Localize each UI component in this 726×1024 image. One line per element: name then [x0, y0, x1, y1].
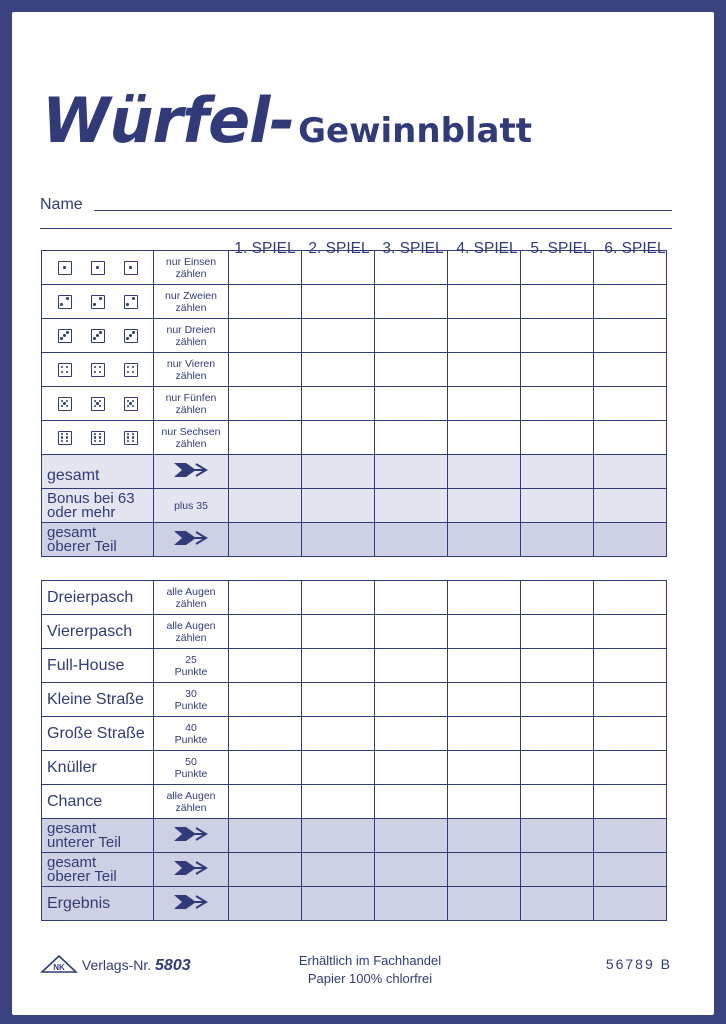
dice-3-score-spiel-5[interactable] — [521, 319, 594, 353]
dice-5-score-spiel-2[interactable] — [302, 387, 375, 421]
gesamt-label-cell — [42, 455, 154, 489]
lower-3-score-spiel-5[interactable] — [521, 649, 594, 683]
double-arrow-icon — [172, 529, 210, 547]
lower-label-cell — [42, 717, 154, 751]
ergebnis-score-spiel-6[interactable] — [594, 887, 667, 921]
lower-label: Chance — [47, 792, 103, 810]
dice-hint-line-2: zählen — [175, 403, 207, 416]
verlag-label: Verlags-Nr. — [81, 957, 152, 973]
row-dice-3 — [42, 319, 667, 353]
double-arrow-icon — [172, 859, 210, 877]
die-2-icon — [124, 295, 138, 309]
lower-hint-line-1: 50 — [185, 755, 197, 768]
row-lower-6 — [42, 751, 667, 785]
dice-4-score-spiel-6[interactable] — [594, 353, 667, 387]
lower-1-score-spiel-4[interactable] — [448, 581, 521, 615]
dice-1-score-spiel-4[interactable] — [448, 251, 521, 285]
gesamt-oberer-lower-score-spiel-2[interactable] — [302, 853, 375, 887]
dice-5-score-spiel-1[interactable] — [229, 387, 302, 421]
dice-label — [42, 421, 154, 455]
gesamt-unterer-label-line-2: unterer Teil — [47, 833, 121, 851]
bonus-score-spiel-1[interactable] — [229, 489, 302, 523]
ergebnis-score-spiel-3[interactable] — [375, 887, 448, 921]
availability-note — [270, 952, 470, 988]
lower-label: Viererpasch — [47, 622, 133, 640]
row-dice-5 — [42, 387, 667, 421]
product-code: 56789 B — [605, 956, 672, 972]
lower-1-score-spiel-6[interactable] — [594, 581, 667, 615]
column-header-6: 6. SPIEL — [604, 240, 666, 257]
dice-hint-line-1: nur Einsen — [165, 255, 217, 268]
lower-4-score-spiel-3[interactable] — [375, 683, 448, 717]
dice-hint-line-1: nur Vieren — [166, 357, 216, 370]
dice-4-score-spiel-5[interactable] — [521, 353, 594, 387]
name-label: Name — [40, 196, 83, 213]
die-1-icon — [124, 261, 138, 275]
row-dice-6 — [42, 421, 667, 455]
row-ergebnis — [42, 887, 667, 921]
gesamt-score-spiel-3[interactable] — [375, 455, 448, 489]
dice-4-score-spiel-1[interactable] — [229, 353, 302, 387]
lower-hint — [154, 751, 229, 785]
lower-7-score-spiel-6[interactable] — [594, 785, 667, 819]
gesamt-score-spiel-1[interactable] — [229, 455, 302, 489]
double-arrow-icon — [172, 461, 210, 479]
title-main: Würfel- — [42, 84, 295, 157]
lower-hint — [154, 785, 229, 819]
bonus-hint: plus 35 — [154, 489, 229, 523]
gesamt-unterer-label-line-1: gesamt — [47, 819, 97, 837]
dice-6-score-spiel-6[interactable] — [594, 421, 667, 455]
dice-6-score-spiel-5[interactable] — [521, 421, 594, 455]
die-4-icon — [91, 363, 105, 377]
ergebnis-score-spiel-1[interactable] — [229, 887, 302, 921]
lower-6-score-spiel-2[interactable] — [302, 751, 375, 785]
dice-hint-line-1: nur Fünfen — [165, 391, 217, 404]
dice-4-score-spiel-3[interactable] — [375, 353, 448, 387]
dice-hint — [154, 387, 229, 421]
row-gesamt-unterer — [42, 819, 667, 853]
arrow-cell — [154, 455, 229, 489]
gesamt-unterer-score-spiel-5[interactable] — [521, 819, 594, 853]
die-1-icon — [91, 261, 105, 275]
dice-5-score-spiel-3[interactable] — [375, 387, 448, 421]
lower-4-score-spiel-4[interactable] — [448, 683, 521, 717]
lower-label: Full-House — [47, 656, 125, 674]
column-header-5: 5. SPIEL — [530, 240, 592, 257]
gesamt-label: gesamt — [47, 466, 100, 484]
bonus-score-spiel-3[interactable] — [375, 489, 448, 523]
die-3-icon — [91, 329, 105, 343]
lower-5-score-spiel-5[interactable] — [521, 717, 594, 751]
dice-1-score-spiel-6[interactable] — [594, 251, 667, 285]
lower-hint — [154, 649, 229, 683]
lower-5-score-spiel-2[interactable] — [302, 717, 375, 751]
gesamt-unterer-score-spiel-2[interactable] — [302, 819, 375, 853]
lower-5-score-spiel-6[interactable] — [594, 717, 667, 751]
lower-hint-line-2: zählen — [175, 801, 207, 814]
die-6-icon — [91, 431, 105, 445]
row-lower-5 — [42, 717, 667, 751]
dice-2-score-spiel-4[interactable] — [448, 285, 521, 319]
die-6-icon — [124, 431, 138, 445]
dice-label — [42, 285, 154, 319]
lower-4-score-spiel-6[interactable] — [594, 683, 667, 717]
lower-1-score-spiel-2[interactable] — [302, 581, 375, 615]
dice-5-score-spiel-5[interactable] — [521, 387, 594, 421]
dice-2-score-spiel-6[interactable] — [594, 285, 667, 319]
dice-hint-line-2: zählen — [175, 267, 207, 280]
die-4-icon — [58, 363, 72, 377]
gesamt-oberer-lower-label-line-1: gesamt — [47, 853, 97, 871]
lower-3-score-spiel-3[interactable] — [375, 649, 448, 683]
arrow-cell — [154, 853, 229, 887]
lower-hint-line-1: alle Augen — [166, 619, 216, 632]
dice-6-score-spiel-3[interactable] — [375, 421, 448, 455]
bonus-label-line-2: oder mehr — [47, 503, 116, 521]
gesamt-oberer-lower-label-line-2: oberer Teil — [47, 867, 117, 885]
lower-hint — [154, 683, 229, 717]
dice-3-score-spiel-2[interactable] — [302, 319, 375, 353]
arrow-cell — [154, 523, 229, 557]
dice-4-score-spiel-4[interactable] — [448, 353, 521, 387]
note-line-2: Papier 100% chlorfrei — [307, 971, 433, 986]
column-header-2: 2. SPIEL — [308, 240, 370, 257]
dice-2-score-spiel-1[interactable] — [229, 285, 302, 319]
lower-hint-line-2: zählen — [175, 631, 207, 644]
ergebnis-score-spiel-4[interactable] — [448, 887, 521, 921]
gesamt-unterer-score-spiel-6[interactable] — [594, 819, 667, 853]
dice-1-score-spiel-1[interactable] — [229, 251, 302, 285]
double-arrow-icon — [172, 825, 210, 843]
column-header-1: 1. SPIEL — [234, 240, 296, 257]
row-lower-7 — [42, 785, 667, 819]
dice-1-score-spiel-2[interactable] — [302, 251, 375, 285]
lower-hint-line-2: Punkte — [174, 665, 208, 678]
gesamt-oberer-label-line-2: oberer Teil — [47, 537, 117, 555]
gesamt-oberer-score-spiel-3[interactable] — [375, 523, 448, 557]
die-3-icon — [58, 329, 72, 343]
dice-5-score-spiel-4[interactable] — [448, 387, 521, 421]
die-2-icon — [58, 295, 72, 309]
dice-5-score-spiel-6[interactable] — [594, 387, 667, 421]
die-5-icon — [91, 397, 105, 411]
dice-3-score-spiel-1[interactable] — [229, 319, 302, 353]
row-gesamt-oberer — [42, 523, 667, 557]
lower-6-score-spiel-5[interactable] — [521, 751, 594, 785]
lower-hint-line-2: Punkte — [174, 767, 208, 780]
publisher-info — [40, 954, 191, 975]
lower-6-score-spiel-1[interactable] — [229, 751, 302, 785]
gesamt-oberer-label-line-1: gesamt — [47, 523, 97, 541]
bonus-label-line-1: Bonus bei 63 — [47, 489, 135, 507]
lower-1-score-spiel-5[interactable] — [521, 581, 594, 615]
lower-label: Knüller — [47, 758, 97, 776]
lower-2-score-spiel-5[interactable] — [521, 615, 594, 649]
dice-6-score-spiel-1[interactable] — [229, 421, 302, 455]
lower-hint — [154, 581, 229, 615]
dice-label — [42, 319, 154, 353]
dice-3-score-spiel-6[interactable] — [594, 319, 667, 353]
dice-hint-line-2: zählen — [175, 301, 207, 314]
lower-label-cell — [42, 649, 154, 683]
dice-1-score-spiel-5[interactable] — [521, 251, 594, 285]
gesamt-score-spiel-2[interactable] — [302, 455, 375, 489]
double-arrow-icon — [172, 893, 210, 911]
row-gesamt — [42, 455, 667, 489]
gesamt-score-spiel-4[interactable] — [448, 455, 521, 489]
gesamt-score-spiel-6[interactable] — [594, 455, 667, 489]
gesamt-oberer-score-spiel-4[interactable] — [448, 523, 521, 557]
die-5-icon — [58, 397, 72, 411]
gesamt-oberer-lower-score-spiel-3[interactable] — [375, 853, 448, 887]
dice-3-score-spiel-4[interactable] — [448, 319, 521, 353]
note-line-1: Erhältlich im Fachhandel — [298, 953, 442, 968]
arrow-cell — [154, 887, 229, 921]
lower-label: Kleine Straße — [47, 690, 144, 708]
dice-hint-line-1: nur Dreien — [166, 323, 216, 336]
lower-label-cell — [42, 615, 154, 649]
dice-hint-line-2: zählen — [175, 369, 207, 382]
gesamt-oberer-lower-score-spiel-6[interactable] — [594, 853, 667, 887]
dice-2-score-spiel-2[interactable] — [302, 285, 375, 319]
gesamt-oberer-score-spiel-1[interactable] — [229, 523, 302, 557]
logo-text: NK — [53, 963, 65, 972]
lower-6-score-spiel-3[interactable] — [375, 751, 448, 785]
die-4-icon — [124, 363, 138, 377]
gesamt-score-spiel-5[interactable] — [521, 455, 594, 489]
lower-2-score-spiel-3[interactable] — [375, 615, 448, 649]
dice-hint — [154, 285, 229, 319]
ergebnis-label: Ergebnis — [47, 894, 111, 912]
die-2-icon — [91, 295, 105, 309]
lower-hint-line-2: Punkte — [174, 733, 208, 746]
gesamt-oberer-score-spiel-6[interactable] — [594, 523, 667, 557]
lower-3-score-spiel-2[interactable] — [302, 649, 375, 683]
lower-7-score-spiel-1[interactable] — [229, 785, 302, 819]
upper-section-table — [41, 250, 667, 557]
row-gesamt-oberer-lower — [42, 853, 667, 887]
publisher-logo-icon — [40, 954, 78, 974]
lower-label-cell — [42, 751, 154, 785]
die-1-icon — [58, 261, 72, 275]
lower-hint-line-1: alle Augen — [166, 789, 216, 802]
lower-6-score-spiel-6[interactable] — [594, 751, 667, 785]
lower-hint — [154, 615, 229, 649]
lower-5-score-spiel-3[interactable] — [375, 717, 448, 751]
dice-hint-line-1: nur Sechsen — [161, 425, 221, 438]
row-lower-1 — [42, 581, 667, 615]
lower-7-score-spiel-3[interactable] — [375, 785, 448, 819]
lower-2-score-spiel-6[interactable] — [594, 615, 667, 649]
die-5-icon — [124, 397, 138, 411]
gesamt-unterer-label — [42, 819, 154, 853]
name-line[interactable] — [94, 210, 672, 211]
bonus-score-spiel-5[interactable] — [521, 489, 594, 523]
lower-label-cell — [42, 683, 154, 717]
gesamt-unterer-score-spiel-1[interactable] — [229, 819, 302, 853]
dice-label — [42, 387, 154, 421]
column-header-4: 4. SPIEL — [456, 240, 518, 257]
dice-6-score-spiel-2[interactable] — [302, 421, 375, 455]
lower-3-score-spiel-1[interactable] — [229, 649, 302, 683]
dice-hint — [154, 353, 229, 387]
dice-3-score-spiel-3[interactable] — [375, 319, 448, 353]
dice-6-score-spiel-4[interactable] — [448, 421, 521, 455]
bonus-label — [42, 489, 154, 523]
lower-3-score-spiel-6[interactable] — [594, 649, 667, 683]
lower-hint — [154, 717, 229, 751]
divider — [40, 228, 672, 229]
gesamt-oberer-label — [42, 523, 154, 557]
lower-label-cell — [42, 581, 154, 615]
dice-hint — [154, 421, 229, 455]
dice-hint-line-2: zählen — [175, 335, 207, 348]
gesamt-oberer-lower-score-spiel-5[interactable] — [521, 853, 594, 887]
title-sub: Gewinnblatt — [298, 111, 533, 151]
row-lower-3 — [42, 649, 667, 683]
lower-hint-line-1: 40 — [185, 721, 197, 734]
lower-hint-line-1: alle Augen — [166, 585, 216, 598]
lower-label: Dreierpasch — [47, 588, 134, 606]
lower-7-score-spiel-2[interactable] — [302, 785, 375, 819]
column-header-3: 3. SPIEL — [382, 240, 444, 257]
lower-3-score-spiel-4[interactable] — [448, 649, 521, 683]
dice-4-score-spiel-2[interactable] — [302, 353, 375, 387]
bonus-score-spiel-2[interactable] — [302, 489, 375, 523]
row-dice-1 — [42, 251, 667, 285]
dice-2-score-spiel-5[interactable] — [521, 285, 594, 319]
ergebnis-score-spiel-5[interactable] — [521, 887, 594, 921]
gesamt-unterer-score-spiel-3[interactable] — [375, 819, 448, 853]
lower-4-score-spiel-2[interactable] — [302, 683, 375, 717]
verlag-number: 5803 — [155, 957, 191, 974]
bonus-score-spiel-4[interactable] — [448, 489, 521, 523]
gesamt-unterer-score-spiel-4[interactable] — [448, 819, 521, 853]
lower-2-score-spiel-2[interactable] — [302, 615, 375, 649]
lower-5-score-spiel-1[interactable] — [229, 717, 302, 751]
dice-hint — [154, 319, 229, 353]
lower-hint-line-2: zählen — [175, 597, 207, 610]
gesamt-oberer-lower-score-spiel-1[interactable] — [229, 853, 302, 887]
lower-4-score-spiel-5[interactable] — [521, 683, 594, 717]
lower-hint-line-2: Punkte — [174, 699, 208, 712]
name-field[interactable] — [40, 196, 672, 220]
lower-4-score-spiel-1[interactable] — [229, 683, 302, 717]
ergebnis-label-cell — [42, 887, 154, 921]
row-dice-2 — [42, 285, 667, 319]
lower-label: Große Straße — [47, 724, 145, 742]
dice-label — [42, 353, 154, 387]
footer — [40, 950, 672, 990]
row-lower-2 — [42, 615, 667, 649]
dice-hint-line-1: nur Zweien — [165, 289, 217, 302]
lower-7-score-spiel-5[interactable] — [521, 785, 594, 819]
page-title — [42, 84, 532, 157]
lower-7-score-spiel-4[interactable] — [448, 785, 521, 819]
gesamt-oberer-score-spiel-5[interactable] — [521, 523, 594, 557]
lower-5-score-spiel-4[interactable] — [448, 717, 521, 751]
lower-2-score-spiel-1[interactable] — [229, 615, 302, 649]
lower-hint-line-1: 30 — [185, 687, 197, 700]
die-3-icon — [124, 329, 138, 343]
lower-1-score-spiel-1[interactable] — [229, 581, 302, 615]
lower-6-score-spiel-4[interactable] — [448, 751, 521, 785]
lower-label-cell — [42, 785, 154, 819]
dice-hint — [154, 251, 229, 285]
dice-1-score-spiel-3[interactable] — [375, 251, 448, 285]
score-sheet — [12, 12, 714, 1015]
gesamt-oberer-lower-label — [42, 853, 154, 887]
lower-1-score-spiel-3[interactable] — [375, 581, 448, 615]
die-6-icon — [58, 431, 72, 445]
lower-2-score-spiel-4[interactable] — [448, 615, 521, 649]
row-bonus — [42, 489, 667, 523]
ergebnis-score-spiel-2[interactable] — [302, 887, 375, 921]
dice-2-score-spiel-3[interactable] — [375, 285, 448, 319]
arrow-cell — [154, 819, 229, 853]
lower-hint-line-1: 25 — [185, 653, 197, 666]
dice-hint-line-2: zählen — [175, 437, 207, 450]
gesamt-oberer-score-spiel-2[interactable] — [302, 523, 375, 557]
lower-section-table — [41, 580, 667, 921]
row-dice-4 — [42, 353, 667, 387]
bonus-score-spiel-6[interactable] — [594, 489, 667, 523]
gesamt-oberer-lower-score-spiel-4[interactable] — [448, 853, 521, 887]
dice-label — [42, 251, 154, 285]
row-lower-4 — [42, 683, 667, 717]
